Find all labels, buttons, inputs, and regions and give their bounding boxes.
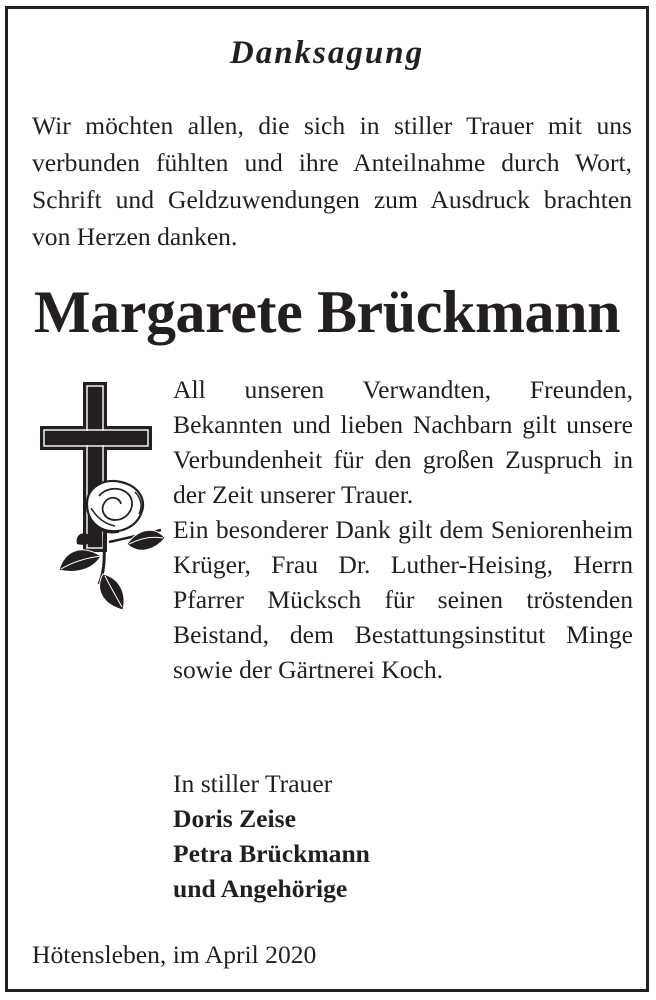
thanks-text [173, 372, 633, 687]
signature-line: In stiller Trauer [173, 769, 333, 798]
deceased-name: Margarete Brückmann [33, 279, 621, 345]
intro-text: Wir möchten allen, die sich in stiller Trauer mit uns verbunden fühlten und ihre Anteilnahme durch Wort, Schrift und Geldzuwendungen zum Ausdruck brachten von Herzen danken. [32, 111, 632, 251]
notice-heading: Danksagung [229, 35, 425, 71]
signature-name-3: und Angehörige [173, 874, 348, 903]
place-date: Hötensleben, im April 2020 [32, 940, 317, 969]
signature-name-2: Petra Brückmann [173, 839, 370, 868]
cross-with-rose-icon [35, 378, 170, 618]
rose-icon [59, 481, 165, 610]
thanks-paragraph-1: All unseren Verwandten, Freunden, Bekannten und lieben Nachbarn gilt unsere Verbundenheit für den großen Zuspruch in der Zeit unserer Trauer. [173, 375, 633, 509]
cross-icon [40, 382, 152, 552]
signature-block [173, 766, 370, 906]
thanks-paragraph-2: Ein besonderer Dank gilt dem Seniorenheim Krüger, Frau Dr. Luther-Heising, Herrn Pfarrer Mücksch für seinen tröstenden Beistand, dem Bestattungsinstitut Minge sowie der Gärtnerei Koch. [173, 515, 633, 684]
notice-frame [5, 6, 649, 992]
signature-name-1: Doris Zeise [173, 804, 296, 833]
